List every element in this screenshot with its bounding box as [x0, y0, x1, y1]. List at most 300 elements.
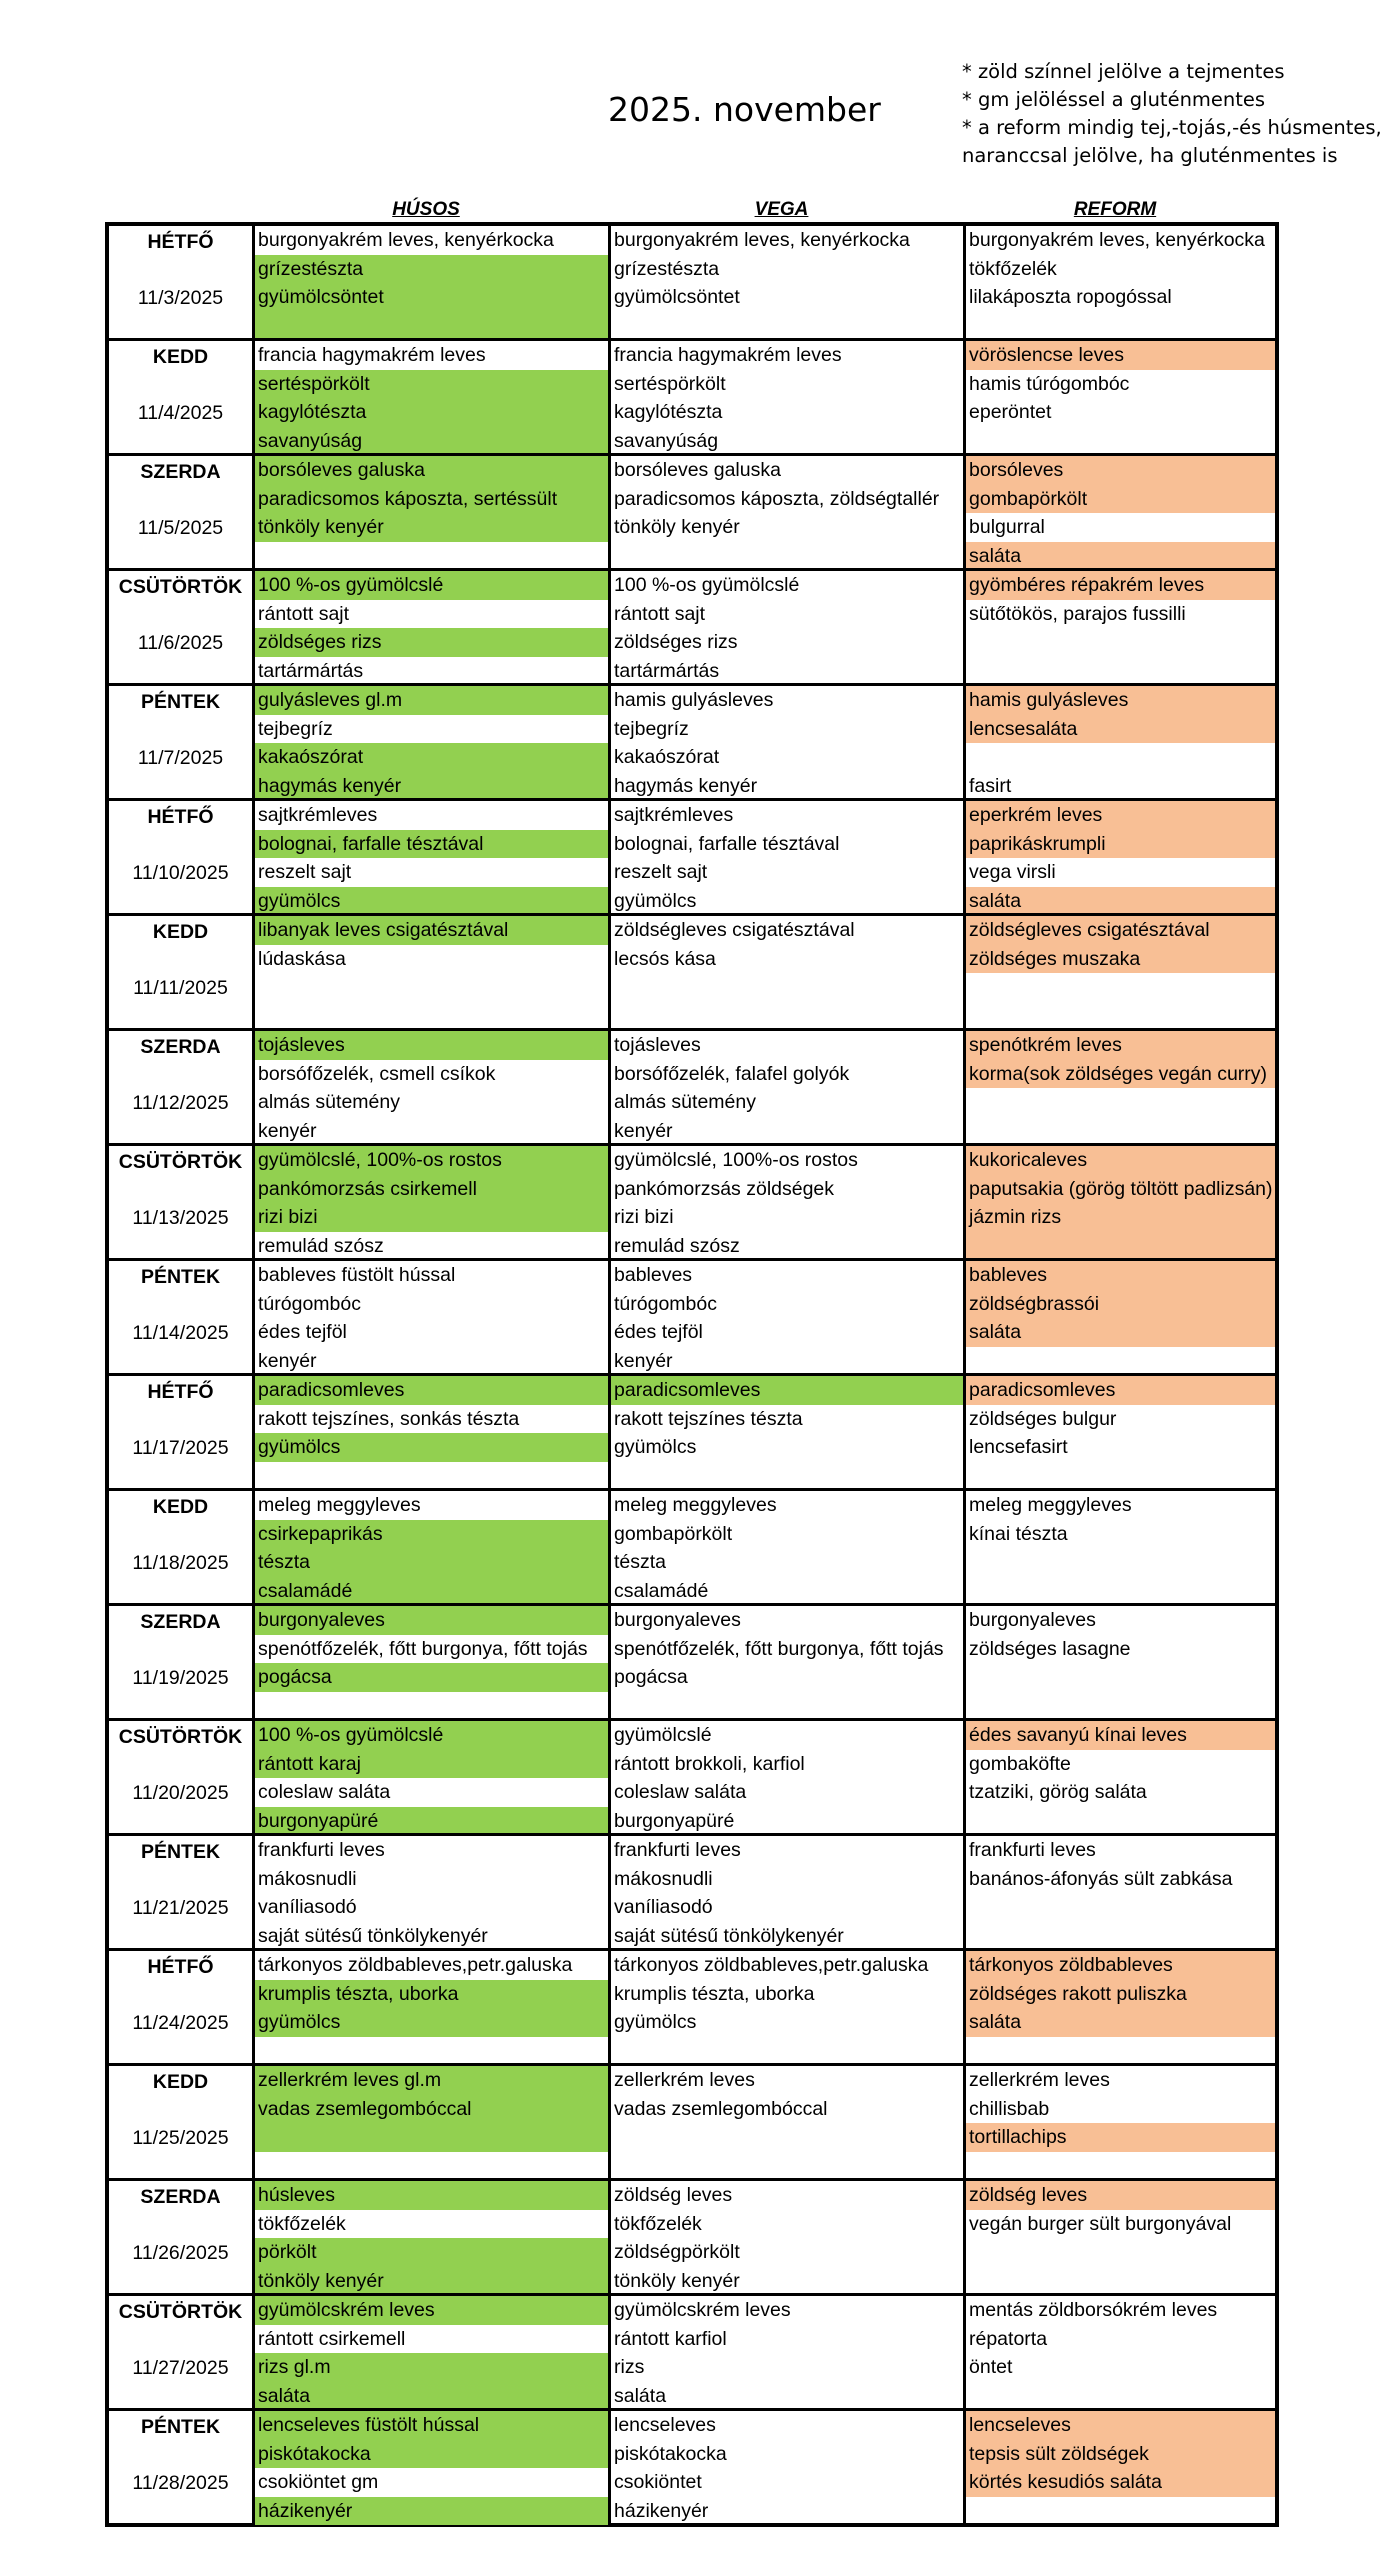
menu-item: gombapörkölt — [614, 1522, 733, 1545]
menu-item: zöldséges bulgur — [969, 1407, 1117, 1430]
day-name: PÉNTEK — [140, 1841, 221, 1863]
day-name: HÉTFŐ — [147, 231, 214, 253]
menu-item: burgonyaleves — [255, 1606, 608, 1635]
menu-cell-vega — [608, 456, 963, 568]
menu-item: csokiöntet gm — [258, 2471, 379, 2493]
menu-item — [966, 1548, 1275, 1577]
menu-cell-vega — [608, 1376, 963, 1488]
menu-item: csirkepaprikás — [255, 1520, 608, 1549]
menu-item: hamis gulyásleves — [966, 686, 1275, 715]
menu-item: csalamádé — [614, 1579, 709, 1602]
menu-item — [611, 1002, 963, 1031]
menu-item: tárkonyos zöldbableves,petr.galuska — [614, 1954, 929, 1976]
menu-item: bableves füstölt hússal — [258, 1264, 456, 1286]
menu-item — [611, 1692, 963, 1721]
note-dairy-free: * zöld színnel jelölve a tejmentes — [962, 60, 1285, 83]
menu-cell-husos — [252, 1146, 608, 1258]
menu-item: tejbegríz — [614, 717, 689, 740]
menu-item: lencseleves — [614, 2414, 716, 2436]
menu-item: gyümölcs — [614, 889, 697, 912]
day-label — [109, 686, 252, 798]
day-name: SZERDA — [140, 1036, 221, 1058]
day-name: PÉNTEK — [140, 1266, 221, 1288]
menu-cell-husos — [252, 2181, 608, 2293]
menu-item: rakott tejszínes tészta — [614, 1407, 803, 1430]
menu-item: frankfurti leves — [258, 1839, 385, 1861]
menu-item: spenótfőzelék, főtt burgonya, főtt tojás — [258, 1637, 588, 1660]
menu-cell-reform — [963, 2296, 1275, 2408]
menu-item: vadas zsemlegombóccal — [614, 2097, 828, 2120]
menu-item: pogácsa — [255, 1663, 608, 1692]
menu-item: saját sütésű tönkölykenyér — [614, 1924, 844, 1947]
menu-item — [966, 2037, 1275, 2066]
menu-item: saláta — [966, 1318, 1275, 1347]
menu-item: édes tejföl — [614, 1321, 703, 1343]
menu-cell-reform — [963, 916, 1275, 1028]
menu-item: mentás zöldborsókrém leves — [969, 2299, 1218, 2321]
menu-item: kínai tészta — [969, 1522, 1068, 1545]
day-row — [109, 1718, 1275, 1833]
menu-item: rizs gl.m — [255, 2353, 608, 2382]
menu-item: csokiöntet — [614, 2471, 702, 2493]
menu-item: pörkölt — [255, 2238, 608, 2267]
menu-item: rántott brokkoli, karfiol — [614, 1752, 805, 1775]
menu-item: francia hagymakrém leves — [614, 344, 842, 366]
day-row — [109, 1603, 1275, 1718]
menu-item: kakaószórat — [255, 743, 608, 772]
menu-item: francia hagymakrém leves — [258, 344, 486, 366]
menu-item: saláta — [966, 887, 1275, 916]
menu-cell-vega — [608, 916, 963, 1028]
menu-item: gyümölcslé, 100%-os rostos — [614, 1149, 858, 1171]
menu-item: jázmin rizs — [966, 1203, 1275, 1232]
menu-item — [966, 628, 1275, 657]
day-name: KEDD — [152, 1496, 209, 1518]
menu-item: zöldséges lasagne — [969, 1637, 1131, 1660]
menu-item: pogácsa — [614, 1666, 688, 1688]
day-label — [109, 456, 252, 568]
menu-item — [966, 2267, 1275, 2296]
menu-item: tojásleves — [614, 1034, 701, 1056]
menu-cell-reform — [963, 1146, 1275, 1258]
menu-item: savanyúság — [255, 427, 608, 456]
menu-item: 100 %-os gyümölcslé — [255, 1721, 608, 1750]
day-row — [109, 1143, 1275, 1258]
menu-item: tartármártás — [614, 659, 720, 682]
menu-item: kukoricaleves — [966, 1146, 1275, 1175]
menu-cell-reform — [963, 2411, 1275, 2523]
menu-item: savanyúság — [614, 429, 719, 452]
menu-item: körtés kesudiós saláta — [966, 2468, 1275, 2497]
menu-item: csalamádé — [255, 1577, 608, 1606]
menu-item: zöldségpörkölt — [614, 2241, 740, 2263]
menu-cell-reform — [963, 1031, 1275, 1143]
menu-item: borsófőzelék, falafel golyók — [614, 1062, 850, 1085]
menu-item — [255, 2123, 608, 2152]
menu-item: tökfőzelék — [969, 257, 1057, 280]
menu-cell-husos — [252, 2411, 608, 2523]
menu-item: házikenyér — [614, 2499, 709, 2522]
menu-item — [966, 1117, 1275, 1146]
day-date: 11/17/2025 — [132, 1437, 229, 1459]
day-row — [109, 2408, 1275, 2523]
menu-item: bableves — [614, 1264, 693, 1286]
menu-cell-husos — [252, 801, 608, 913]
day-date: 11/25/2025 — [132, 2127, 229, 2149]
menu-item: gyümölcsöntet — [255, 283, 608, 312]
menu-item: rizs — [614, 2356, 645, 2378]
menu-item: meleg meggyleves — [969, 1494, 1132, 1516]
menu-item: zöldségbrassói — [966, 1290, 1275, 1319]
menu-cell-vega — [608, 2066, 963, 2178]
note-reform-orange: naranccsal jelölve, ha gluténmentes is — [962, 144, 1338, 167]
day-name: SZERDA — [140, 2186, 221, 2208]
menu-item: krumplis tészta, uborka — [255, 1980, 608, 2009]
menu-item: zellerkrém leves gl.m — [255, 2066, 608, 2095]
menu-item: sajtkrémleves — [258, 804, 378, 826]
day-row — [109, 226, 1275, 338]
day-date: 11/21/2025 — [132, 1897, 229, 1919]
day-label — [109, 1261, 252, 1373]
menu-item: bableves — [966, 1261, 1275, 1290]
menu-item: édes tejföl — [258, 1321, 347, 1343]
menu-item: piskótakocka — [614, 2442, 727, 2465]
menu-item: fasirt — [969, 774, 1012, 797]
menu-item: zöldségleves csigatésztával — [966, 916, 1275, 945]
menu-item: tönköly kenyér — [255, 2267, 608, 2296]
menu-item: lencsefasirt — [969, 1436, 1068, 1458]
menu-cell-husos — [252, 1491, 608, 1603]
menu-cell-husos — [252, 1606, 608, 1718]
day-name: KEDD — [152, 346, 209, 368]
menu-cell-reform — [963, 1951, 1275, 2063]
day-name: PÉNTEK — [140, 691, 221, 713]
menu-item: paprikáskrumpli — [966, 830, 1275, 859]
menu-cell-reform — [963, 1836, 1275, 1948]
menu-item: kagylótészta — [255, 398, 608, 427]
menu-item — [966, 1922, 1275, 1951]
menu-item: tészta — [255, 1548, 608, 1577]
menu-item: paradicsomleves — [611, 1376, 963, 1405]
day-label — [109, 1836, 252, 1948]
menu-item: tepsis sült zöldségek — [966, 2440, 1275, 2469]
menu-cell-reform — [963, 571, 1275, 683]
menu-item: paputsakia (görög töltött padlizsán) — [966, 1175, 1275, 1204]
menu-cell-husos — [252, 916, 608, 1028]
menu-cell-vega — [608, 226, 963, 338]
menu-item: répatorta — [969, 2327, 1048, 2350]
menu-cell-vega — [608, 1606, 963, 1718]
menu-item: grízestészta — [614, 257, 720, 280]
menu-cell-reform — [963, 1606, 1275, 1718]
menu-item: gyümölcs — [255, 887, 608, 916]
menu-cell-husos — [252, 2296, 608, 2408]
menu-item: rántott csirkemell — [258, 2327, 406, 2350]
day-date: 11/24/2025 — [132, 2012, 229, 2034]
menu-item: coleslaw saláta — [258, 1781, 391, 1803]
menu-item: vöröslencse leves — [966, 341, 1275, 370]
column-header-husos: HÚSOS — [392, 199, 460, 220]
menu-item: burgonyapüré — [614, 1809, 735, 1832]
day-date: 11/12/2025 — [132, 1092, 229, 1114]
column-header-vega: VEGA — [754, 199, 809, 220]
menu-item: meleg meggyleves — [614, 1494, 777, 1516]
menu-item — [611, 2037, 963, 2066]
menu-item: tészta — [614, 1551, 667, 1573]
menu-item: gyümölcskrém leves — [614, 2299, 791, 2321]
day-name: HÉTFŐ — [147, 806, 214, 828]
menu-item: meleg meggyleves — [258, 1494, 421, 1516]
menu-cell-vega — [608, 571, 963, 683]
menu-item: tökfőzelék — [258, 2212, 346, 2235]
day-row — [109, 2293, 1275, 2408]
menu-item: kenyér — [258, 1119, 317, 1142]
menu-item: rizi bizi — [614, 1206, 674, 1228]
menu-item: tárkonyos zöldbableves,petr.galuska — [258, 1954, 573, 1976]
day-date: 11/10/2025 — [132, 862, 229, 884]
menu-cell-reform — [963, 1491, 1275, 1603]
menu-item: tönköly kenyér — [614, 2269, 740, 2292]
column-header-reform: REFORM — [1073, 199, 1157, 220]
menu-cell-reform — [963, 1376, 1275, 1488]
menu-item: gyümölcsöntet — [614, 286, 740, 308]
menu-item: 100 %-os gyümölcslé — [614, 574, 800, 596]
menu-item — [966, 2497, 1275, 2526]
menu-item: burgonyaleves — [969, 1609, 1096, 1631]
menu-cell-reform — [963, 2181, 1275, 2293]
day-name: CSÜTÖRTÖK — [118, 576, 243, 598]
menu-item: tárkonyos zöldbableves — [966, 1951, 1275, 1980]
menu-item — [966, 1347, 1275, 1376]
day-date: 11/27/2025 — [132, 2357, 229, 2379]
menu-item: tartármártás — [258, 659, 364, 682]
menu-item: sertéspörkölt — [614, 372, 726, 395]
menu-item — [966, 312, 1275, 341]
menu-item: gyümölcs — [614, 2011, 697, 2033]
note-reform: * a reform mindig tej,-tojás,-és húsmentes, — [962, 116, 1382, 139]
menu-item: vadas zsemlegombóccal — [255, 2095, 608, 2124]
menu-cell-husos — [252, 456, 608, 568]
menu-item: libanyak leves csigatésztával — [255, 916, 608, 945]
menu-item: gyömbéres répakrém leves — [966, 571, 1275, 600]
menu-item: vaníliasodó — [258, 1896, 357, 1918]
menu-item: saláta — [255, 2382, 608, 2411]
day-date: 11/11/2025 — [133, 977, 228, 999]
menu-cell-reform — [963, 2066, 1275, 2178]
day-row — [109, 2063, 1275, 2178]
menu-item — [611, 1462, 963, 1491]
menu-item: zöldséges muszaka — [966, 945, 1275, 974]
menu-cell-vega — [608, 686, 963, 798]
menu-item: kenyér — [614, 1119, 673, 1142]
menu-item: rakott tejszínes, sonkás tészta — [258, 1407, 520, 1430]
menu-cell-reform — [963, 226, 1275, 338]
menu-item: zöldségleves csigatésztával — [614, 919, 855, 941]
day-row — [109, 1948, 1275, 2063]
day-date: 11/19/2025 — [132, 1667, 229, 1689]
legend-notes — [962, 58, 1382, 170]
menu-item: sütőtökös, parajos fussilli — [969, 602, 1186, 625]
menu-item: reszelt sajt — [258, 861, 352, 883]
menu-cell-husos — [252, 341, 608, 453]
menu-item: rántott sajt — [614, 602, 706, 625]
day-name: SZERDA — [140, 461, 221, 483]
day-label — [109, 2181, 252, 2293]
menu-item: burgonyakrém leves, kenyérkocka — [258, 229, 554, 251]
menu-cell-reform — [963, 686, 1275, 798]
menu-item: borsóleves galuska — [255, 456, 608, 485]
day-row — [109, 683, 1275, 798]
menu-item: bulgurral — [969, 516, 1045, 538]
menu-item: rántott sajt — [258, 602, 350, 625]
menu-cell-husos — [252, 2066, 608, 2178]
menu-cell-husos — [252, 686, 608, 798]
menu-item: zöldséges rakott puliszka — [966, 1980, 1275, 2009]
day-date: 11/6/2025 — [137, 632, 224, 654]
menu-item: tzatziki, görög saláta — [969, 1781, 1147, 1803]
menu-item: zöldség leves — [966, 2181, 1275, 2210]
menu-item: burgonyapüré — [255, 1807, 608, 1836]
menu-cell-husos — [252, 571, 608, 683]
menu-item: zöldség leves — [614, 2184, 733, 2206]
menu-cell-husos — [252, 1951, 608, 2063]
menu-item — [611, 2152, 963, 2181]
note-gluten-free: * gm jelöléssel a gluténmentes — [962, 88, 1266, 111]
day-name: KEDD — [152, 921, 209, 943]
menu-item — [966, 1893, 1275, 1922]
menu-item: lencseleves — [966, 2411, 1275, 2440]
menu-cell-vega — [608, 2181, 963, 2293]
menu-cell-husos — [252, 226, 608, 338]
menu-item: paradicsomleves — [966, 1376, 1275, 1405]
day-name: CSÜTÖRTÖK — [118, 1151, 243, 1173]
menu-cell-reform — [963, 801, 1275, 913]
day-name: HÉTFŐ — [147, 1956, 214, 1978]
menu-item: sertéspörkölt — [255, 370, 608, 399]
menu-item — [966, 2152, 1275, 2181]
menu-item — [966, 427, 1275, 456]
day-label — [109, 571, 252, 683]
menu-item: bolognai, farfalle tésztával — [255, 830, 608, 859]
day-name: CSÜTÖRTÖK — [118, 2301, 243, 2323]
menu-cell-vega — [608, 1261, 963, 1373]
day-row — [109, 2178, 1275, 2293]
menu-item: remulád szósz — [258, 1234, 384, 1257]
menu-item: tökfőzelék — [614, 2212, 702, 2235]
day-label — [109, 2296, 252, 2408]
menu-item: tojásleves — [255, 1031, 608, 1060]
menu-item: kagylótészta — [614, 401, 723, 423]
day-label — [109, 1606, 252, 1718]
menu-item: kenyér — [614, 1349, 673, 1372]
menu-cell-husos — [252, 1721, 608, 1833]
menu-item: hagymás kenyér — [614, 774, 758, 797]
day-label — [109, 916, 252, 1028]
menu-item: korma(sok zöldséges vegán curry) — [966, 1060, 1275, 1089]
menu-item: pankómorzsás zöldségek — [614, 1177, 835, 1200]
menu-item — [966, 1692, 1275, 1721]
menu-item — [966, 1088, 1275, 1117]
menu-item: gyümölcs — [255, 1433, 608, 1462]
menu-item: paradicsomleves — [255, 1376, 608, 1405]
menu-cell-reform — [963, 1261, 1275, 1373]
menu-item: bolognai, farfalle tésztával — [614, 832, 840, 855]
day-label — [109, 341, 252, 453]
menu-cell-reform — [963, 456, 1275, 568]
menu-item — [966, 1232, 1275, 1261]
day-label — [109, 2411, 252, 2523]
menu-item: hamis gulyásleves — [614, 689, 774, 711]
day-label — [109, 2066, 252, 2178]
day-label — [109, 801, 252, 913]
menu-item: húsleves — [255, 2181, 608, 2210]
menu-item: hagymás kenyér — [255, 772, 608, 801]
menu-item: borsóleves galuska — [614, 459, 781, 481]
menu-item: tönköly kenyér — [255, 513, 608, 542]
menu-item — [966, 657, 1275, 686]
day-name: PÉNTEK — [140, 2416, 221, 2438]
day-row — [109, 568, 1275, 683]
menu-item: lúdaskása — [258, 947, 346, 970]
menu-item: lencseleves füstölt hússal — [255, 2411, 608, 2440]
menu-item — [966, 2382, 1275, 2411]
menu-item — [611, 2123, 963, 2152]
menu-item — [255, 973, 608, 1002]
menu-item — [255, 1462, 608, 1491]
menu-item: zellerkrém leves — [614, 2069, 755, 2091]
menu-item: paradicsomos káposzta, sertéssült — [255, 485, 608, 514]
day-row — [109, 1833, 1275, 1948]
day-row — [109, 453, 1275, 568]
menu-item: borsófőzelék, csmell csíkok — [258, 1062, 496, 1085]
menu-item — [966, 1002, 1275, 1031]
menu-item: 100 %-os gyümölcslé — [255, 571, 608, 600]
menu-cell-vega — [608, 2296, 963, 2408]
menu-item: pankómorzsás csirkemell — [255, 1175, 608, 1204]
menu-item: gyümölcslé — [614, 1724, 712, 1746]
menu-item: mákosnudli — [614, 1867, 713, 1890]
day-date: 11/20/2025 — [132, 1782, 229, 1804]
menu-item: paradicsomos káposzta, zöldségtallér — [614, 487, 940, 510]
day-date: 11/18/2025 — [132, 1552, 229, 1574]
menu-cell-reform — [963, 341, 1275, 453]
menu-item: rizi bizi — [255, 1203, 608, 1232]
menu-cell-vega — [608, 341, 963, 453]
day-name: CSÜTÖRTÖK — [118, 1726, 243, 1748]
day-row — [109, 1488, 1275, 1603]
day-row — [109, 798, 1275, 913]
day-date: 11/3/2025 — [137, 287, 224, 309]
menu-item: sajtkrémleves — [614, 804, 734, 826]
menu-cell-vega — [608, 801, 963, 913]
menu-item: saját sütésű tönkölykenyér — [258, 1924, 488, 1947]
day-label — [109, 1721, 252, 1833]
menu-item: gyümölcs — [614, 1436, 697, 1458]
menu-item: kenyér — [258, 1349, 317, 1372]
menu-cell-husos — [252, 1031, 608, 1143]
menu-item — [255, 2152, 608, 2181]
menu-item — [255, 1692, 608, 1721]
menu-item: lilakáposzta ropogóssal — [969, 286, 1172, 308]
menu-item: zöldséges rizs — [255, 628, 608, 657]
menu-item: piskótakocka — [255, 2440, 608, 2469]
day-date: 11/5/2025 — [137, 517, 224, 539]
menu-item — [966, 2238, 1275, 2267]
menu-cell-husos — [252, 1376, 608, 1488]
menu-cell-vega — [608, 1951, 963, 2063]
day-name: KEDD — [152, 2071, 209, 2093]
menu-item: vaníliasodó — [614, 1896, 713, 1918]
